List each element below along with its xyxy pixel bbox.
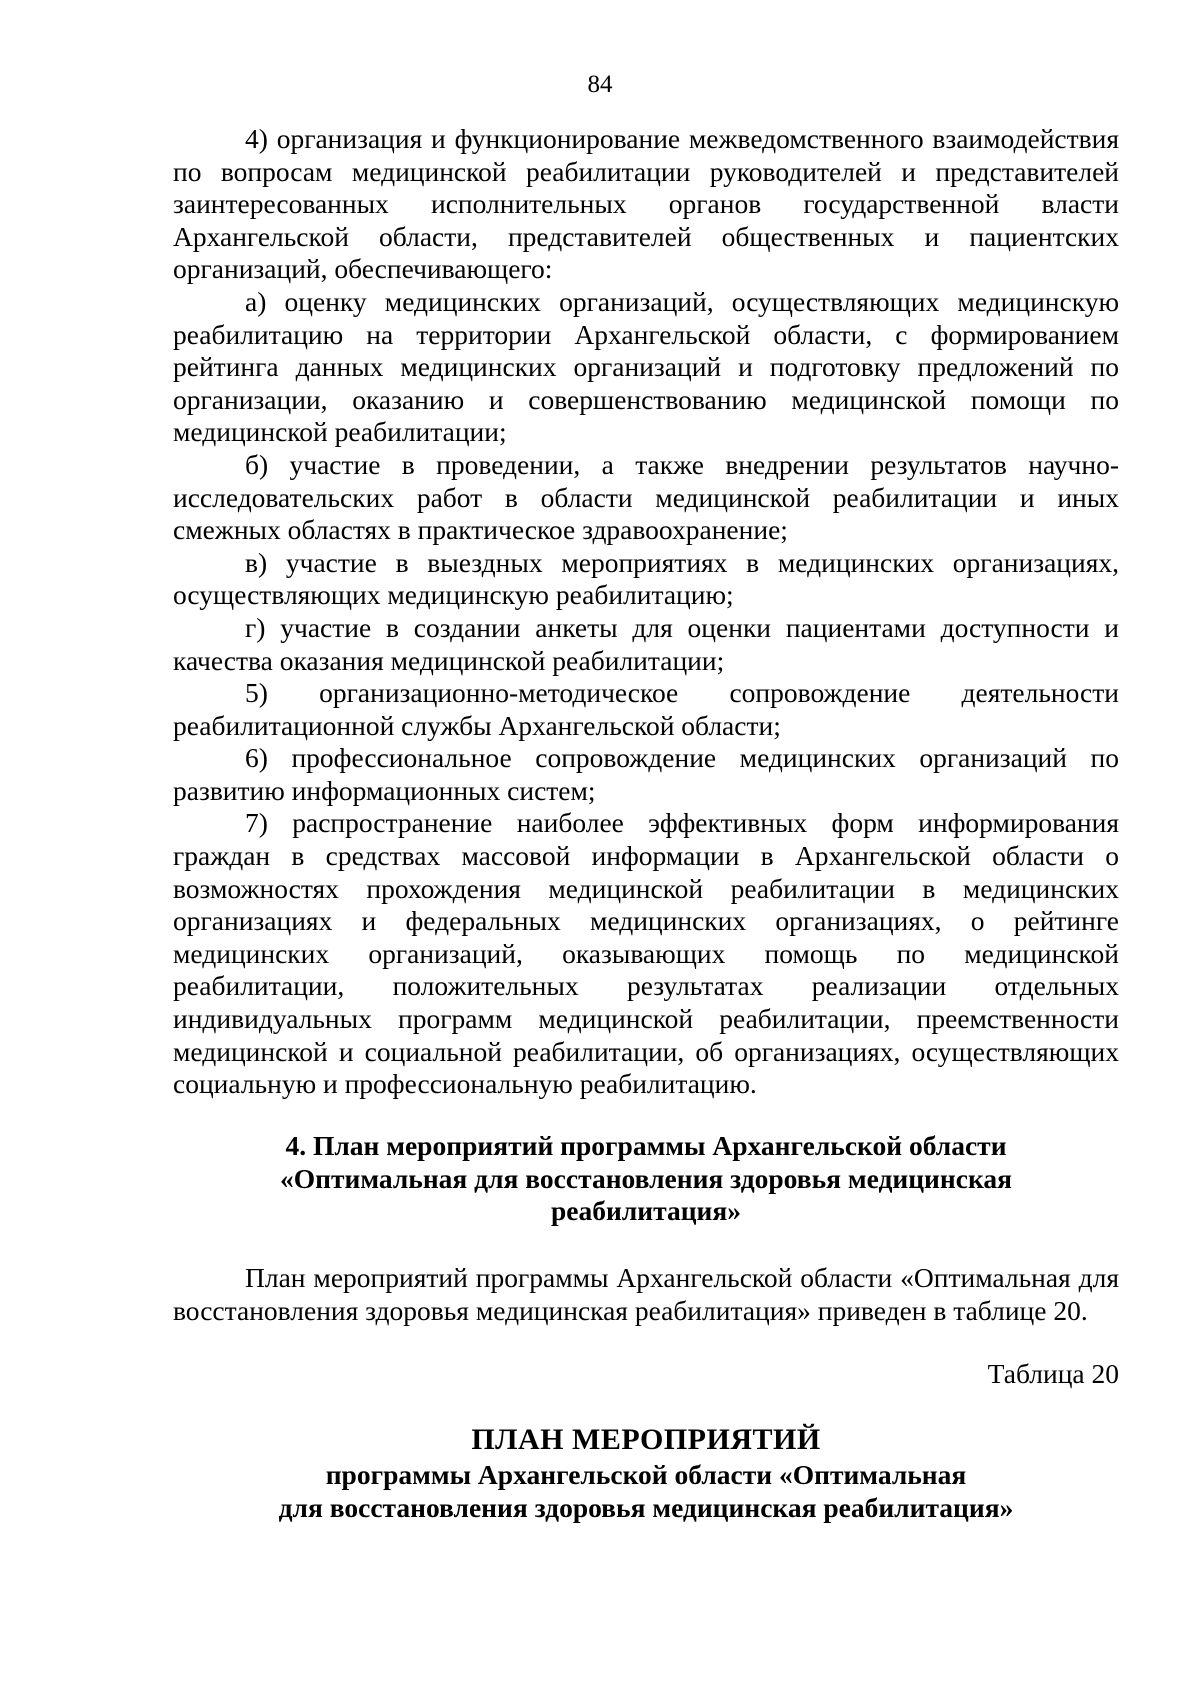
table-label: Таблица 20 <box>987 1358 1119 1389</box>
body-text <box>173 123 1119 1101</box>
paragraph-subitem-v: в) участие в выездных мероприятиях в медицинских организациях, осуществляющих медицинскую реабилитацию; <box>173 546 1119 611</box>
section-heading-line: «Оптимальная для восстановления здоровья медицинская <box>279 1162 1013 1194</box>
section-heading-line: реабилитация» <box>550 1195 742 1227</box>
paragraph-item-6: 6) профессиональное сопровождение медицинских организаций по развитию информационных систем; <box>173 742 1119 806</box>
plan-title-line: для восстановления здоровья медицинская реабилитация» <box>278 1492 1014 1523</box>
plan-title-main: ПЛАН МЕРОПРИЯТИЙ <box>471 1423 821 1456</box>
plan-title <box>173 1422 1119 1524</box>
paragraph-item-4: 4) организация и функционирование межведомственного взаимодействия по вопросам медицинской реабилитации руководителей и представителей заинтересованных исполнительных органов государственной власти Архангельской области, представителей общественных и пациентских организаций, обеспечивающего: <box>173 123 1119 285</box>
paragraph-subitem-g: г) участие в создании анкеты для оценки пациентами доступности и качества оказания медицинской реабилитации; <box>173 611 1119 676</box>
paragraph-subitem-b: б) участие в проведении, а также внедрении результатов научно-исследовательских работ в области медицинской реабилитации и иных смежных областях в практическое здравоохранение; <box>173 448 1119 546</box>
paragraph-item-5: 5) организационно-методическое сопровождение деятельности реабилитационной службы Архангельской области; <box>173 677 1119 741</box>
page-number: 84 <box>587 71 613 98</box>
paragraph-item-7: 7) распространение наиболее эффективных форм информирования граждан в средствах массовой информации в Архангельской области о возможностях прохождения медицинской реабилитации в медицинских организациях и федеральных медицинских организациях, о рейтинге медицинских организаций, оказывающих помощь по медицинской реабилитации, положительных результатах реализации отдельных индивидуальных программ медицинской реабилитации, преемственности медицинской и социальной реабилитации, об организациях, осуществляющих социальную и профессиональную реабилитацию. <box>173 807 1119 1100</box>
paragraph-subitem-a: а) оценку медицинских организаций, осуществляющих медицинскую реабилитацию на территории Архангельской области, с формированием рейтинга данных медицинских организаций и подготовку предложений по организации, оказанию и совершенствованию медицинской помощи по медицинской реабилитации; <box>173 285 1119 448</box>
section-heading <box>173 1130 1119 1228</box>
plan-title-line: программы Архангельской области «Оптимальная <box>325 1459 967 1490</box>
intro-paragraph: План мероприятий программы Архангельской области «Оптимальная для восстановления здоровья медицинская реабилитация» приведен в таблице 20. <box>173 1262 1119 1326</box>
section-heading-line: 4. План мероприятий программы Архангельской области <box>285 1130 1007 1161</box>
